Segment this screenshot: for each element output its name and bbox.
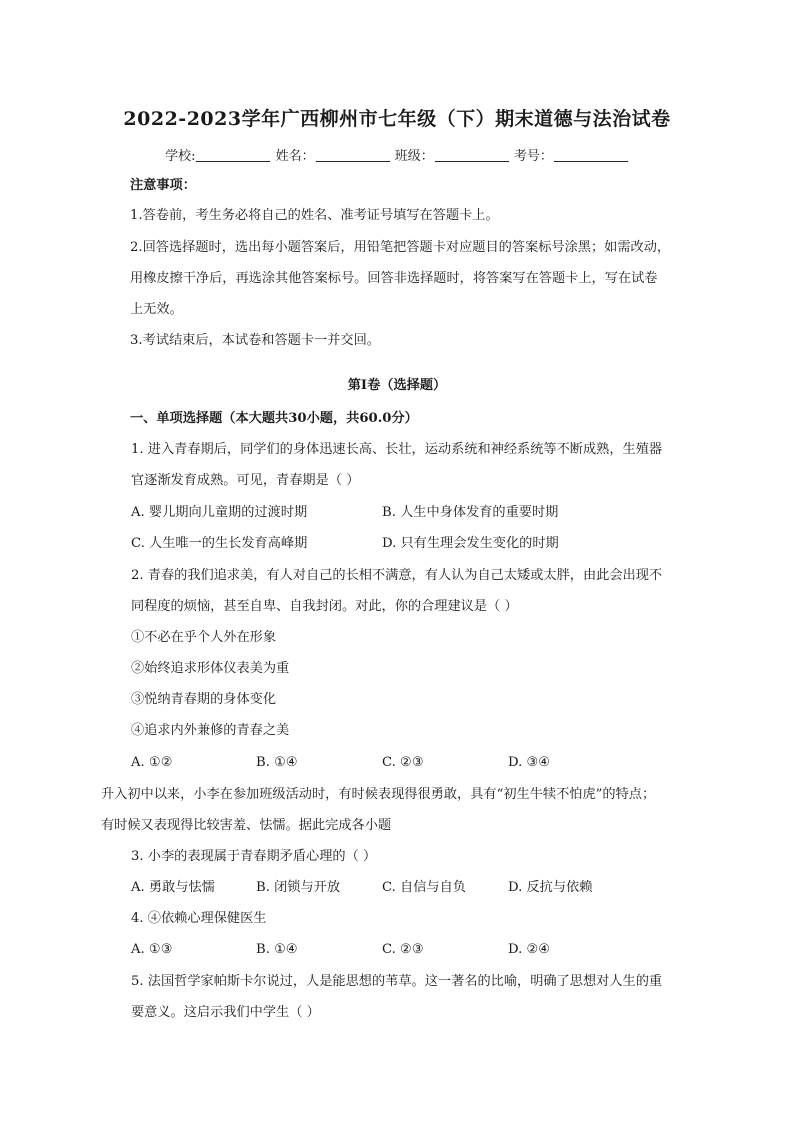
- statement: ③悦纳青春期的身体变化: [131, 692, 277, 707]
- school-label: 学校:: [165, 149, 196, 164]
- option-b[interactable]: B. 闭锁与开放: [256, 880, 341, 895]
- question-5-line: 要意义。这启示我们中学生（ ）: [131, 1005, 320, 1020]
- option-a[interactable]: A. 婴儿期向儿童期的过渡时期: [131, 505, 308, 520]
- part-heading: 一、单项选择题（本大题共30小题，共60.0分）: [130, 411, 418, 426]
- exam-title: 2022-2023学年广西柳州市七年级（下）期末道德与法治试卷: [123, 108, 671, 130]
- volume-heading: 第I卷（选择题）: [347, 378, 447, 393]
- class-label: 班级：: [394, 149, 434, 164]
- passage-line: 有时候又表现得比较害羞、怯懦。据此完成各小题: [101, 818, 392, 833]
- passage-line: 升入初中以来，小李在参加班级活动时，有时候表现得很勇敢，具有“初生牛犊不怕虎”的特点；: [101, 787, 656, 802]
- question-1-line: 1. 进入青春期后，同学们的身体迅速长高、长壮，运动系统和神经系统等不断成熟，生殖器: [131, 442, 663, 457]
- option-d[interactable]: D. ③④: [508, 755, 551, 770]
- student-info-line: [0, 145, 794, 164]
- notice-item: 3.考试结束后，本试卷和答题卡一并交回。: [130, 333, 380, 348]
- option-b[interactable]: B. ①④: [256, 942, 298, 957]
- option-d[interactable]: D. ②④: [508, 942, 551, 957]
- question-2-line: 2. 青春的我们追求美，有人对自己的长相不满意，有人认为自己太矮或太胖，由此会出现不: [131, 568, 663, 583]
- option-a[interactable]: A. ①③: [131, 942, 173, 957]
- school-blank[interactable]: [196, 149, 270, 162]
- option-d[interactable]: D. 反抗与依赖: [508, 880, 593, 895]
- question-5-line: 5. 法国哲学家帕斯卡尔说过，人是能思想的苇草。这一著名的比喻，明确了思想对人生的重: [131, 974, 663, 989]
- option-c[interactable]: C. 自信与自负: [382, 880, 466, 895]
- question-4-line: 4. ④依赖心理保健医生: [131, 911, 267, 926]
- option-c[interactable]: C. ②③: [382, 942, 424, 957]
- notice-item: 2.回答选择题时，选出每小题答案后，用铅笔把答题卡对应题目的答案标号涂黑；如需改动，: [130, 240, 671, 255]
- option-b[interactable]: B. ①④: [256, 755, 298, 770]
- option-b[interactable]: B. 人生中身体发育的重要时期: [382, 505, 559, 520]
- option-a[interactable]: A. ①②: [131, 755, 173, 770]
- notice-item: 上无效。: [130, 302, 183, 317]
- option-c[interactable]: C. 人生唯一的生长发育高峰期: [131, 536, 308, 551]
- statement: ②始终追求形体仪表美为重: [131, 661, 290, 676]
- notice-heading: 注意事项：: [130, 178, 196, 193]
- question-2-line: 同程度的烦恼，甚至自卑、自我封闭。对此，你的合理建议是（ ）: [131, 599, 518, 614]
- option-a[interactable]: A. 勇敢与怯懦: [131, 880, 215, 895]
- number-blank[interactable]: [554, 149, 628, 162]
- option-c[interactable]: C. ②③: [382, 755, 424, 770]
- number-label: 考号：: [513, 149, 553, 164]
- statement: ④追求内外兼修的青春之美: [131, 723, 290, 738]
- notice-item: 用橡皮擦干净后，再选涂其他答案标号。回答非选择题时，将答案写在答题卡上，写在试卷: [130, 271, 658, 286]
- notice-item: 1.答卷前，考生务必将自己的姓名、准考证号填写在答题卡上。: [130, 208, 499, 223]
- option-d[interactable]: D. 只有生理会发生变化的时期: [382, 536, 559, 551]
- name-blank[interactable]: [316, 149, 390, 162]
- question-3-line: 3. 小李的表现属于青春期矛盾心理的（ ）: [131, 849, 377, 864]
- class-blank[interactable]: [435, 149, 509, 162]
- question-1-line: 官逐渐发育成熟。可见，青春期是（ ）: [131, 473, 360, 488]
- name-label: 姓名：: [275, 149, 315, 164]
- statement: ①不必在乎个人外在形象: [131, 630, 277, 645]
